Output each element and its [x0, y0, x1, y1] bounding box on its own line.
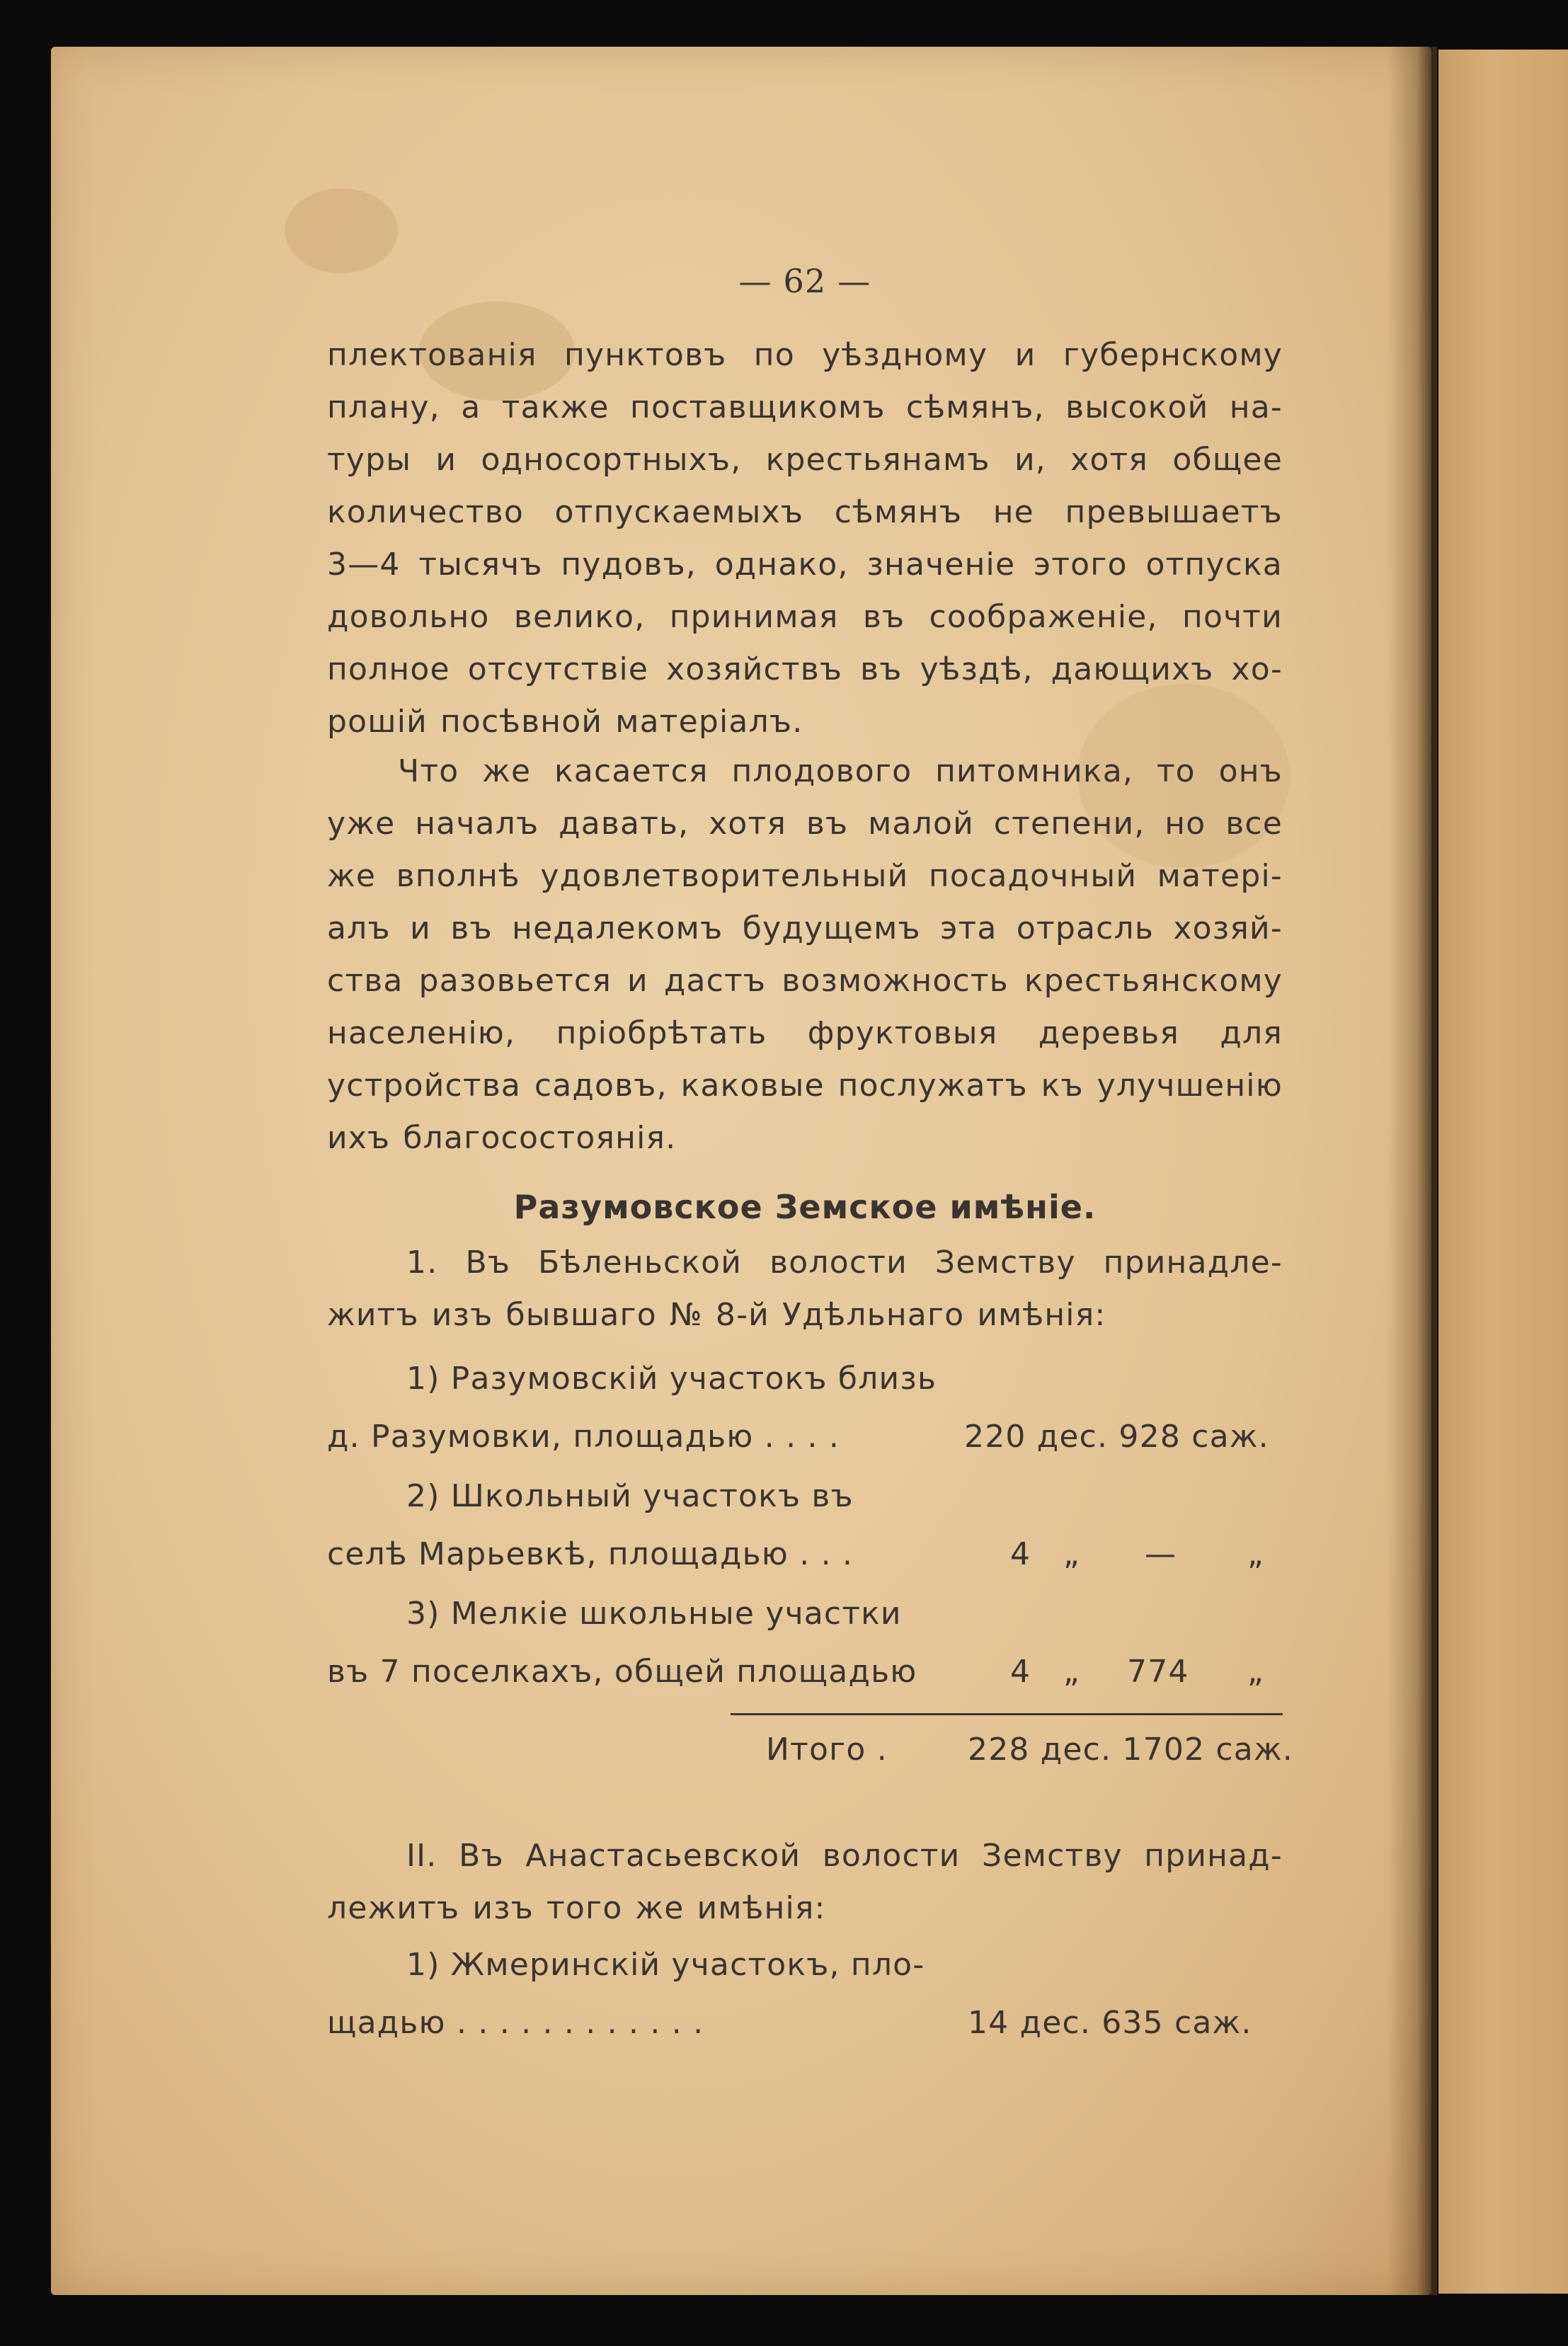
word: Анастасьевской [525, 1838, 801, 1874]
word: алъ [327, 910, 391, 946]
word: эта [940, 910, 997, 946]
word: Бѣленьской [538, 1244, 743, 1281]
word: въ [862, 599, 905, 635]
word: велико, [513, 599, 646, 635]
word: возможность [782, 963, 1009, 999]
word: въ [860, 651, 903, 687]
word: для [1220, 1015, 1283, 1051]
text-line [327, 544, 1283, 586]
text-line [327, 439, 1283, 481]
item-2-ditto-1: „ [1063, 1536, 1080, 1572]
text-line [327, 1065, 1283, 1107]
word: сѣмянъ, [906, 389, 1045, 425]
item-3-ditto-1: „ [1063, 1654, 1080, 1690]
item-s2-line-1: 1) Жмеринскій участокъ, пло- [406, 1947, 925, 1983]
word: посадочный [928, 858, 1138, 894]
word: пріобрѣтать [556, 1015, 767, 1051]
word: питомника, [935, 753, 1134, 789]
word: 1. [406, 1244, 438, 1281]
word: къ [1041, 1068, 1084, 1104]
word: садовъ, [534, 1068, 668, 1104]
adjacent-page-edge [1438, 50, 1568, 2294]
text-line [327, 387, 1283, 429]
word: разовьется [418, 963, 612, 999]
word: благосостоянія. [403, 1120, 677, 1156]
word: уѣздному [822, 337, 988, 373]
item-3-ditto-2: „ [1247, 1654, 1264, 1690]
word: вполнѣ [396, 858, 520, 894]
word: житъ [327, 1297, 419, 1333]
text-line [327, 334, 1283, 377]
word: Въ [459, 1838, 504, 1874]
word: значеніе [866, 547, 1016, 583]
word: хотя [709, 806, 787, 842]
word: и [410, 910, 431, 946]
word: общее [1172, 442, 1283, 478]
word: началъ [415, 806, 539, 842]
text-line [406, 1835, 1283, 1877]
word: изъ [431, 1297, 493, 1333]
word: а [461, 389, 481, 425]
word: и, [1014, 442, 1046, 478]
word: отсутствіе [467, 651, 649, 687]
word: хозяй- [1173, 910, 1283, 946]
word: 3—4 [327, 547, 401, 583]
word: то [1156, 753, 1196, 789]
word: удовлетворительный [540, 858, 909, 894]
word: соображеніе, [929, 599, 1158, 635]
word: улучшенію [1097, 1068, 1283, 1104]
item-3-line-1: 3) Мелкіе школьные участки [406, 1596, 902, 1632]
sum-rule [731, 1713, 1283, 1715]
word: и [627, 963, 648, 999]
word: онъ [1218, 753, 1283, 789]
word: устройства [327, 1068, 522, 1104]
word: матері- [1157, 858, 1283, 894]
word: Что [398, 753, 459, 789]
word: туры [327, 442, 412, 478]
word: Земству [982, 1838, 1123, 1874]
word: имѣнія: [977, 1297, 1106, 1333]
word: хотя [1070, 442, 1149, 478]
word: но [1164, 806, 1206, 842]
word: Земству [934, 1244, 1076, 1281]
word: II. [406, 1838, 437, 1874]
word: на- [1229, 389, 1283, 425]
word: касается [554, 753, 709, 789]
word: степени, [993, 806, 1145, 842]
item-3-value-des: 4 [1010, 1654, 1031, 1690]
word: малой [868, 806, 974, 842]
word: фруктовыя [807, 1015, 998, 1051]
word: этого [1033, 547, 1128, 583]
text-line [327, 491, 1283, 534]
word: же [327, 858, 377, 894]
word: плану, [327, 389, 440, 425]
word: матеріалъ. [615, 704, 803, 740]
item-2-value-des: 4 [1010, 1536, 1031, 1572]
word: плодового [731, 753, 912, 789]
item-2-ditto-2: „ [1247, 1536, 1264, 1572]
word: въ [806, 806, 849, 842]
word: же [482, 753, 532, 789]
word: каковые [680, 1068, 825, 1104]
word: Въ [465, 1244, 511, 1281]
word: бывшаго [505, 1297, 657, 1333]
total-value: 228 дес. 1702 саж. [968, 1732, 1293, 1768]
word: уѣздѣ, [920, 651, 1034, 687]
page-number: — 62 — [738, 262, 871, 300]
word: давать, [559, 806, 689, 842]
word: населенію, [327, 1015, 516, 1051]
word: дастъ [663, 963, 767, 999]
text-line [327, 908, 1283, 950]
paper-stain [285, 188, 398, 273]
word: и [435, 442, 457, 478]
text-line [327, 1887, 1283, 1930]
word: пудовъ, [561, 547, 697, 583]
word: уже [327, 806, 396, 842]
total-label: Итого . [766, 1732, 888, 1768]
word: лежитъ [327, 1890, 460, 1926]
word: высокой [1065, 389, 1209, 425]
word: полное [327, 651, 450, 687]
text-line [327, 1012, 1283, 1055]
word: губернскому [1063, 337, 1283, 373]
word: хо- [1231, 651, 1283, 687]
word: крестьянамъ [765, 442, 990, 478]
text-line [327, 960, 1283, 1002]
word: почти [1182, 599, 1283, 635]
word: въ [450, 910, 493, 946]
word: также [501, 389, 610, 425]
word: не [992, 494, 1034, 530]
word: 8-й [715, 1297, 769, 1333]
word: рошій [327, 704, 428, 740]
item-1-line-1: 1) Разумовскій участокъ близь [406, 1361, 937, 1397]
word: изъ [472, 1890, 534, 1926]
word: волости [822, 1838, 961, 1874]
word: довольно [327, 599, 490, 635]
text-line [327, 803, 1283, 845]
word: отпускаемыхъ [554, 494, 804, 530]
word: Удѣльнаго [782, 1297, 965, 1333]
word: № [669, 1297, 703, 1333]
word: односортныхъ, [481, 442, 742, 478]
word: однако, [714, 547, 849, 583]
item-s2-line-2: щадью . . . . . . . . . . . . [327, 2005, 704, 2041]
item-3-value-sazh: 774 [1127, 1654, 1189, 1690]
word: принад- [1144, 1838, 1283, 1874]
text-line [327, 648, 1283, 691]
item-1-value: 220 дес. 928 саж. [964, 1419, 1269, 1455]
word: недалекомъ [512, 910, 723, 946]
word: количество [327, 494, 524, 530]
text-line [327, 701, 1283, 743]
word: посѣвной [440, 704, 603, 740]
word: волости [769, 1244, 908, 1281]
text-line [327, 855, 1283, 898]
item-2-value-sazh: — [1145, 1536, 1177, 1572]
word: дающихъ [1051, 651, 1214, 687]
word: поставщикомъ [630, 389, 886, 425]
word: плектованія [327, 337, 537, 373]
text-line [406, 1242, 1283, 1284]
word: и [1014, 337, 1036, 373]
word: хозяйствъ [666, 651, 843, 687]
word: имѣнія: [697, 1890, 826, 1926]
word: принимая [669, 599, 839, 635]
word: же [635, 1890, 685, 1926]
word: тысячъ [418, 547, 543, 583]
word: отпуска [1145, 547, 1283, 583]
text-line [327, 1294, 1283, 1337]
item-2-line-1: 2) Школьный участокъ въ [406, 1478, 854, 1514]
text-line [327, 596, 1283, 639]
word: ихъ [327, 1120, 391, 1156]
word: послужатъ [837, 1068, 1028, 1104]
page-gutter-shadow [1387, 47, 1437, 2295]
item-2-line-2: селѣ Марьевкѣ, площадью . . . [327, 1536, 854, 1572]
item-1-line-2: д. Разумовки, площадью . . . . [327, 1419, 840, 1455]
section-heading: Разумовское Земское имѣніе. [513, 1188, 1097, 1226]
word: все [1225, 806, 1283, 842]
word: деревья [1038, 1015, 1179, 1051]
word: ства [327, 963, 404, 999]
word: превышаетъ [1065, 494, 1283, 530]
word: принадле- [1103, 1244, 1283, 1281]
word: того [546, 1890, 623, 1926]
word: пунктовъ [564, 337, 727, 373]
item-3-line-2: въ 7 поселкахъ, общей площадью [327, 1654, 917, 1690]
word: по [753, 337, 795, 373]
item-s2-value: 14 дес. 635 саж. [968, 2005, 1252, 2041]
word: будущемъ [742, 910, 921, 946]
word: крестьянскому [1024, 963, 1283, 999]
text-line [327, 1117, 1283, 1160]
word: отрасль [1016, 910, 1155, 946]
word: сѣмянъ [834, 494, 963, 530]
text-line [398, 750, 1283, 793]
